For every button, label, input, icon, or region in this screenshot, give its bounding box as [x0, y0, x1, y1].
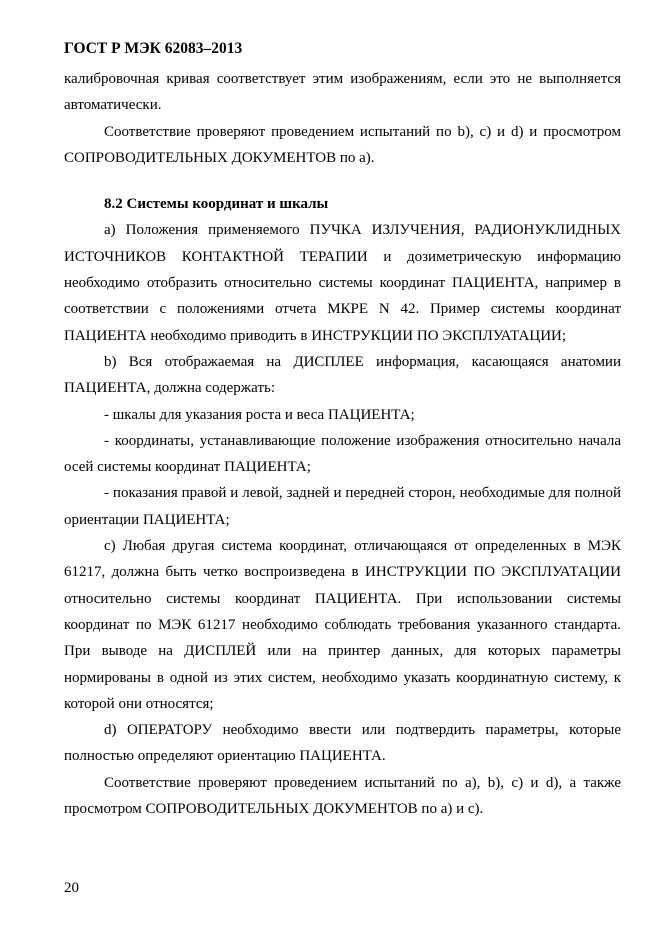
page-number: 20 — [64, 880, 79, 896]
list-item-scales: - шкалы для указания роста и веса ПАЦИЕНТА; — [104, 406, 415, 423]
paragraph-item-c: c) Любая другая система координат, отличающаяся от определенных в МЭК 61217, должна быть четко воспроизведена в ИНСТРУКЦИИ ПО ЭКСПЛУАТАЦИИ относительно системы координат ПАЦИЕНТА. При использовании системы координат по МЭК 61217 необходимо соблюдать требования указанного стандарта. При выводе на ДИСПЛЕЙ или на принтер данных, для которых параметры нормированы в одной из этих систем, необходимо указать координатную систему, к которой они относятся; — [64, 538, 621, 712]
paragraph-compliance-1: Соответствие проверяют проведением испытаний по b), c) и d) и просмотром СОПРОВОДИТЕЛЬНЫХ ДОКУМЕНТОВ по a). — [64, 123, 621, 166]
standard-header: ГОСТ Р МЭК 62083–2013 — [64, 40, 243, 57]
list-item-orientation: - показания правой и левой, задней и передней сторон, необходимые для полной ориентации ПАЦИЕНТА; — [64, 485, 621, 528]
paragraph-compliance-2: Соответствие проверяют проведением испытаний по a), b), c) и d), а также просмотром СОПРОВОДИТЕЛЬНЫХ ДОКУМЕНТОВ по a) и c). — [64, 774, 621, 818]
paragraph-continuation: калибровочная кривая соответствует этим изображениям, если это не выполняется автоматически. — [64, 71, 621, 114]
section-heading-8-2: 8.2 Системы координат и шкалы — [104, 196, 329, 213]
list-item-coordinates: - координаты, устанавливающие положение изображения относительно начала осей системы координат ПАЦИЕНТА; — [64, 432, 621, 476]
paragraph-item-d: d) ОПЕРАТОРУ необходимо ввести или подтвердить параметры, которые полностью определяют ориентацию ПАЦИЕНТА. — [64, 722, 621, 765]
paragraph-item-b: b) Вся отображаемая на ДИСПЛЕЕ информация, касающаяся анатомии ПАЦИЕНТА, должна содержать: — [64, 353, 621, 397]
document-body — [64, 66, 621, 822]
paragraph-item-a: a) Положения применяемого ПУЧКА ИЗЛУЧЕНИЯ, РАДИОНУКЛИДНЫХ ИСТОЧНИКОВ КОНТАКТНОЙ ТЕРАПИИ и дозиметрическую информацию необходимо отобразить относительно системы координат ПАЦИЕНТА, например в соответствии с положениями отчета МКРЕ N 42. Пример системы координат ПАЦИЕНТА необходимо приводить в ИНСТРУКЦИИ ПО ЭКСПЛУАТАЦИИ; — [64, 222, 621, 344]
